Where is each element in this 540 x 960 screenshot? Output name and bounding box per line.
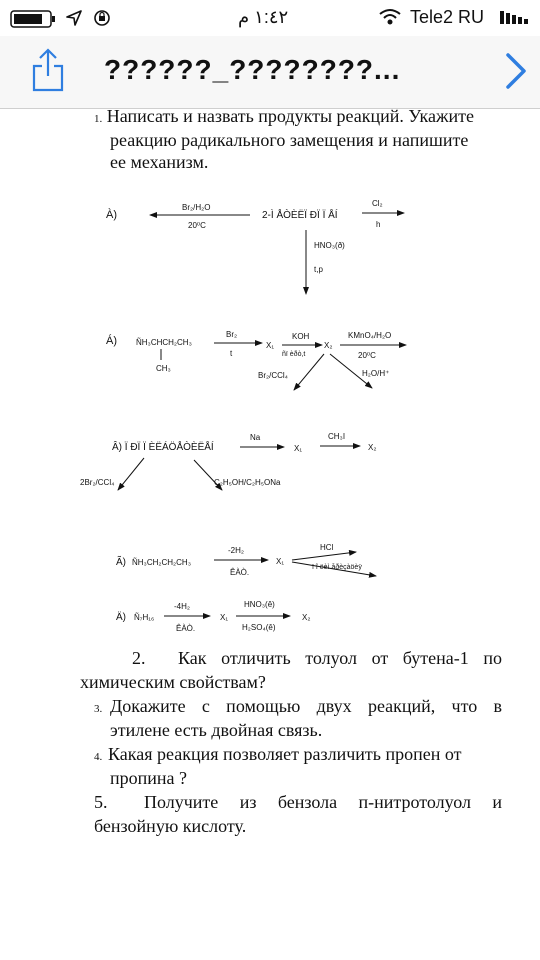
question-number: 4. (94, 751, 103, 763)
scheme-b-arrow-1-top: Br₂ (226, 330, 238, 339)
scheme-a-down-bottom: t,p (314, 265, 323, 274)
scheme-e-x1: X₁ (220, 613, 229, 622)
question-4 (94, 742, 502, 769)
question-number: 5. (94, 792, 108, 812)
scheme-a-down-top: HNO₃(ð) (314, 241, 345, 250)
scheme-b-arrow-1-bottom: t (230, 349, 233, 358)
scheme-e-arrow-2-bottom: H₂SO₄(ê) (242, 623, 276, 632)
question-5-line-2: бензойную кислоту. (94, 816, 247, 836)
scheme-e-reactant: Ñ₇H₁₆ (134, 613, 155, 622)
rotation-lock-icon (92, 8, 112, 28)
question-number: 1. (94, 113, 103, 125)
question-text: Как отличить толуол от бутена-1 по (178, 648, 502, 668)
scheme-a-left-bottom: 20⁰C (188, 221, 206, 230)
question-text: Докажите с помощью двух реакций, что в (110, 696, 502, 716)
scheme-a-right-top: Cl₂ (372, 199, 383, 208)
question-text: Написать и назвать продукты реакций. Укажите (106, 106, 474, 126)
scheme-d (116, 543, 376, 577)
question-number: 2. (132, 648, 146, 668)
share-icon[interactable] (30, 46, 66, 92)
scheme-b-diag-left (294, 354, 324, 390)
scheme-d-arrow-1-top: -2H₂ (228, 546, 244, 555)
question-1-line-2: реакцию радикального замещения и напишите (110, 130, 469, 150)
scheme-e-x2: X₂ (302, 613, 311, 622)
scheme-b-diag-right-label: H₂O/H⁺ (362, 369, 390, 378)
question-1 (94, 104, 504, 131)
scheme-e-arrow-1-top: -4H₂ (174, 602, 190, 611)
question-1-line-3: ее механизм. (110, 152, 209, 172)
scheme-d-x1: X₁ (276, 557, 285, 566)
scheme-e-arrow-2-top: HNO₃(ê) (244, 600, 275, 609)
scheme-d-arrow-1-bottom: ÊÀÒ. (230, 568, 250, 577)
scheme-b-x2: X₂ (324, 341, 333, 350)
scheme-c-label: Â) Ï ÐÏ Ï ÈËÁÖÅÒÈËÅÍ (112, 442, 214, 453)
scheme-b-arrow-2-bottom: ñï èðò,t (282, 351, 306, 358)
document-title: ??????_????????... (104, 54, 401, 85)
chevron-right-icon[interactable] (504, 52, 528, 90)
wifi-icon (378, 8, 402, 26)
scheme-c-diag-left (118, 458, 144, 490)
scheme-b-arrow-2-top: KOH (292, 332, 310, 341)
scheme-a-right-bottom: h (376, 220, 381, 229)
scheme-d-arrow-2-bottom: ï î ëèì åðèçàöèÿ (312, 564, 362, 571)
scheme-e (116, 600, 310, 633)
battery-icon (10, 10, 56, 28)
scheme-b-label: Á) (106, 335, 117, 347)
scheme-c-arrow-1-top: Na (250, 433, 261, 442)
scheme-c (80, 432, 376, 490)
scheme-b-arrow-3-bottom: 20⁰C (358, 351, 376, 360)
location-arrow-icon (66, 10, 82, 26)
scheme-b-branch: CH₃ (156, 364, 171, 373)
scheme-c-x2: X₂ (368, 443, 377, 452)
scheme-d-arrow-2a (292, 552, 356, 560)
carrier-name: Tele2 RU (410, 7, 485, 27)
question-2 (132, 646, 502, 670)
status-bar (0, 0, 540, 36)
navigation-bar (0, 36, 540, 109)
scheme-b-x1: X₁ (266, 341, 275, 350)
question-number: 3. (94, 703, 103, 715)
question-5 (94, 790, 502, 814)
scheme-a-label: À) (106, 209, 117, 221)
document-page (0, 108, 540, 960)
scheme-e-arrow-1-bottom: ÊÀÒ. (176, 624, 196, 633)
scheme-d-label: Ã) (116, 557, 126, 568)
scheme-a-center: 2-Ì ÅÒÈËÏ ÐÏ Ï ÅÍ (262, 210, 338, 221)
scheme-c-diag-right-label: C₂H₅OH/C₂H₅ONa (214, 478, 281, 487)
scheme-b-arrow-3-top: KMnO₄/H₂O (348, 331, 392, 340)
signal-icon (500, 9, 534, 25)
scheme-c-diag-left-label: 2Br₂/CCl₄ (80, 478, 115, 487)
question-3-line-2: этилене есть двойная связь. (110, 720, 323, 740)
scheme-a-left-top: Br₂/H₂O (182, 203, 211, 212)
question-text: Какая реакция позволяет различить пропен от (108, 744, 462, 764)
status-time: ١:٤٢ م (238, 7, 289, 27)
question-3 (94, 694, 502, 721)
question-text: Получите из бензола п-нитротолуол и (144, 792, 502, 812)
scheme-b (106, 330, 406, 390)
scheme-e-label: Ä) (116, 612, 126, 623)
scheme-b-reactant: ÑH₃CHCH₂CH₃ (136, 338, 192, 347)
question-4-line-2: пропина ? (110, 768, 188, 788)
scheme-c-arrow-2-top: CH₃I (328, 432, 346, 441)
question-2-line-2: химическим свойствам? (80, 672, 266, 692)
scheme-d-reactant: ÑH₃CH₂CH₂CH₃ (132, 558, 191, 567)
scheme-d-arrow-2-top: HCl (320, 543, 334, 552)
scheme-b-diag-left-label: Br₂/CCl₄ (258, 371, 288, 380)
scheme-c-x1: X₁ (294, 444, 303, 453)
scheme-a (106, 199, 404, 294)
